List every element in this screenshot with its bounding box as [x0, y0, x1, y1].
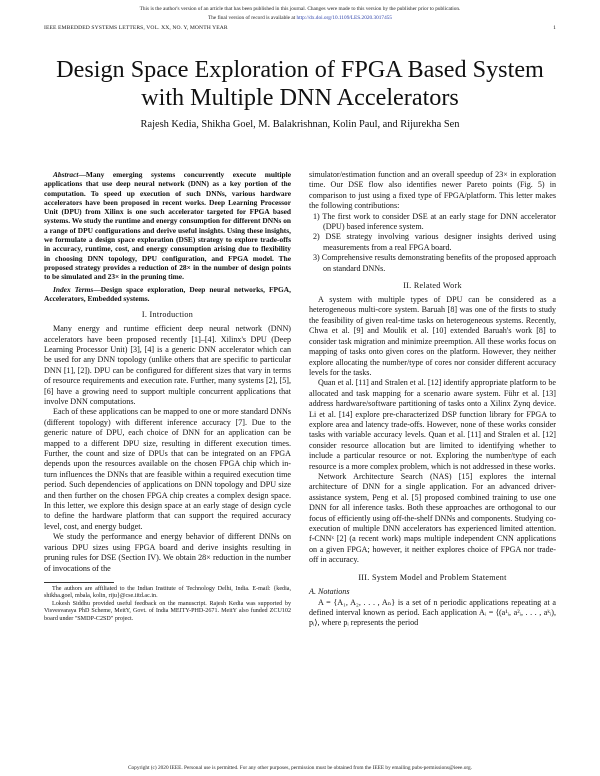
index-terms-lead: Index Terms: [53, 284, 94, 294]
doi-prefix: The final version of record is available at: [207, 15, 296, 21]
footnote-affiliation: The authors are affiliated to the Indian Institute of Technology Delhi, India. E-mail: {kedia, shikha.goel, mbala, kolin, riju}@cse.iitd.ac.in.: [44, 585, 291, 600]
contribution-list: [309, 212, 556, 274]
section-heading-related-work: II. Related Work: [403, 281, 462, 291]
subsection-heading-notations: A. Notations: [309, 586, 350, 596]
footnote-acknowledgement: Lokesh Siddhu provided useful feedback on the manuscript. Rajesh Kedia was supported by Visvesvaraya PhD Scheme, MeitY, Govt. of India MEITY-PHD-2671. MeitY also funded ZCU102 board under "SMDP-C2SD" project.: [44, 600, 291, 622]
list-item: 1) The first work to consider DSE at an early stage for DNN accelerator (DPU) based inference system.: [313, 211, 556, 232]
copyright-notice: Copyright (c) 2020 IEEE. Personal use is permitted. For any other purposes, permission must be obtained from the IEEE by emailing pubs-permissions@ieee.org.: [127, 765, 472, 771]
title-line-1: Design Space Exploration of FPGA Based System: [56, 56, 544, 83]
author-list: Rajesh Kedia, Shikha Goel, M. Balakrishnan, Kolin Paul, and Rijurekha Sen: [140, 119, 460, 130]
list-item: 2) DSE strategy involving various designer insights derived using measurements from a real FPGA board.: [313, 232, 556, 252]
page-number: 1: [553, 25, 556, 31]
notation-paragraph: A = {A₁, A₂, . . . , Aₙ} is a set of n periodic applications repeating at a defined interval known as period. Each application Aᵢ = ⟨(a¹ᵢ, a²ᵢ, . . . , aᵏᵢ), pᵢ⟩, where pᵢ represents the period: [309, 597, 556, 628]
related-paragraph: Quan et al. [11] and Stralen et al. [12] identify appropriate platform to be allocated and task mapping for a scenario aware system. Führ et al. [13] address hardware/software partitioning of tasks onto a Xilinx Zynq device. Li et al. [14] explore pre-characterized DSP function library for FPGA to explore area and latency trade-offs. However, none of these works consider tasks with variable accuracy levels. Quan et al. [11] and Stralen et al. [12] consider resource allocation but are limited to identifying whether to include a particular resource or not. Exploring the number/type of each resource is a more complex problem, which is not addressed in these works.: [309, 378, 556, 471]
intro-continued: simulator/estimation function and an overall speedup of 23× in exploration time. Our DSE flow also identifies newer Pareto points (Fig. 5) in comparison to just using a fixed type of FPGA/platform. This letter makes the following contributions:: [309, 170, 556, 211]
index-terms-text: —Design space exploration, Deep neural networks, FPGA, Accelerators, Embedded systems.: [44, 284, 291, 303]
section-heading-introduction: I. Introduction: [141, 310, 194, 320]
abstract-text: —Many emerging systems concurrently execute multiple applications that use deep neural network (DNN) as a key portion of the computation. To speed up execution of such DNNs, various hardware accelerators have been proposed in recent works. Deep Learning Processor Unit (DPU) from Xilinx is one such accelerator targeted for FPGA based systems. We study the runtime and energy consumption for different DNNs on a range of DPU configurations and derive useful insights. Using these insights, we formulate a design space exploration (DSE) strategy to explore trade-offs in accuracy, runtime, cost, and energy consumption arising due to flexibility in choosing DNN topology, DPU configuration, and FPGA model. The proposed strategy provides a reduction of 28× in the number of design points to be simulated and 23× in the pruning time.: [44, 170, 291, 282]
journal-info: IEEE EMBEDDED SYSTEMS LETTERS, VOL. XX, NO. Y, MONTH YEAR: [44, 25, 228, 31]
list-item: 3) Comprehensive results demonstrating benefits of the proposed approach on standard DNNs.: [313, 253, 556, 273]
intro-paragraph: We study the performance and energy behavior of different DNNs on various DPU sizes using FPGA board and derive insights resulting in pruning rules for DSE (Section IV). We obtain 28× reduction in the number of invocations of the: [44, 532, 291, 573]
right-column: [309, 170, 556, 629]
running-head: [44, 25, 556, 31]
publisher-notice: This is the author's version of an article that has been published in this journal. Changes were made to this version by the publisher prior to publication.: [139, 6, 461, 12]
left-column: [44, 170, 291, 623]
title-line-2: with Multiple DNN Accelerators: [141, 84, 459, 111]
abstract: [44, 170, 291, 303]
abstract-lead: Abstract: [53, 170, 79, 179]
related-paragraph: Network Architecture Search (NAS) [15] explores the internal architecture of DNN for a single application. For an advanced driver-assistance system, Peng et al. [5] proposed combined training to use one DNN for all inference tasks. Both these approaches are orthogonal to our focus of efficiently using off-the-shelf DNNs and components. Studying co-execution of multiple DNN accelerators has experienced limited attention. f-CNNˣ [2] (a recent work) maps multiple independent CNN applications on a given FPGA; however, it neither explores choice of FPGA nor trade-off in accuracy.: [309, 471, 556, 565]
intro-paragraph: Each of these applications can be mapped to one or more standard DNNs (different topology) with different inference accuracy [7]. Due to the generic nature of DPU, each choice of DNN for an application can be mapped to a different DPU size, resulting in different execution times. Further, the count and size of DPUs that can be integrated on an FPGA depends upon the resources available on the chosen FPGA chip which in-turn influences the DNNs that are feasible within a required execution time period. Such dependencies of applications on DNN topology and DPU size and then further on the chosen FPGA chip creates a complex design space. In this letter, we explore this design space at an early stage of design cycle to define the hardware platform that can support the required accuracy level, cost, and energy budget.: [44, 407, 291, 531]
paper-title: [40, 56, 560, 112]
related-paragraph: A system with multiple types of DPU can be considered as a heterogeneous multi-core system. Baruah [8] was one of the firsts to study the feasibility of given real-time tasks on heterogeneous systems. Recently, Chwa et al. [9] and Moulik et al. [10] extended Baruah's work [8] to consider task migration and minimize preemption. All these works focus on mapping of tasks onto given cores on the platform. However, they neither explore allocating the number/type of cores nor consider different accuracy levels for the tasks.: [309, 295, 556, 377]
doi-link[interactable]: http://dx.doi.org/10.1109/LES.2020.3017455: [296, 15, 393, 21]
intro-paragraph: Many energy and runtime efficient deep neural network (DNN) accelerators have been proposed recently [1]–[4]. Xilinx's DPU (Deep Learning Processor Unit) [3], [4] is a generic DNN accelerator which can be used for any DNN topology (unlike others that are specific to particular DNN [1], [2]). DPU can be configured for different sizes that vary in terms of resource requirements and execution rate. Further, many systems [2], [5], [6] have a growing need to support multiple concurrent applications that involve DNN computations.: [44, 324, 291, 406]
section-heading-system-model: III. System Model and Problem Statement: [358, 572, 507, 582]
footnote-divider: [44, 582, 114, 583]
doi-notice: [0, 15, 600, 21]
